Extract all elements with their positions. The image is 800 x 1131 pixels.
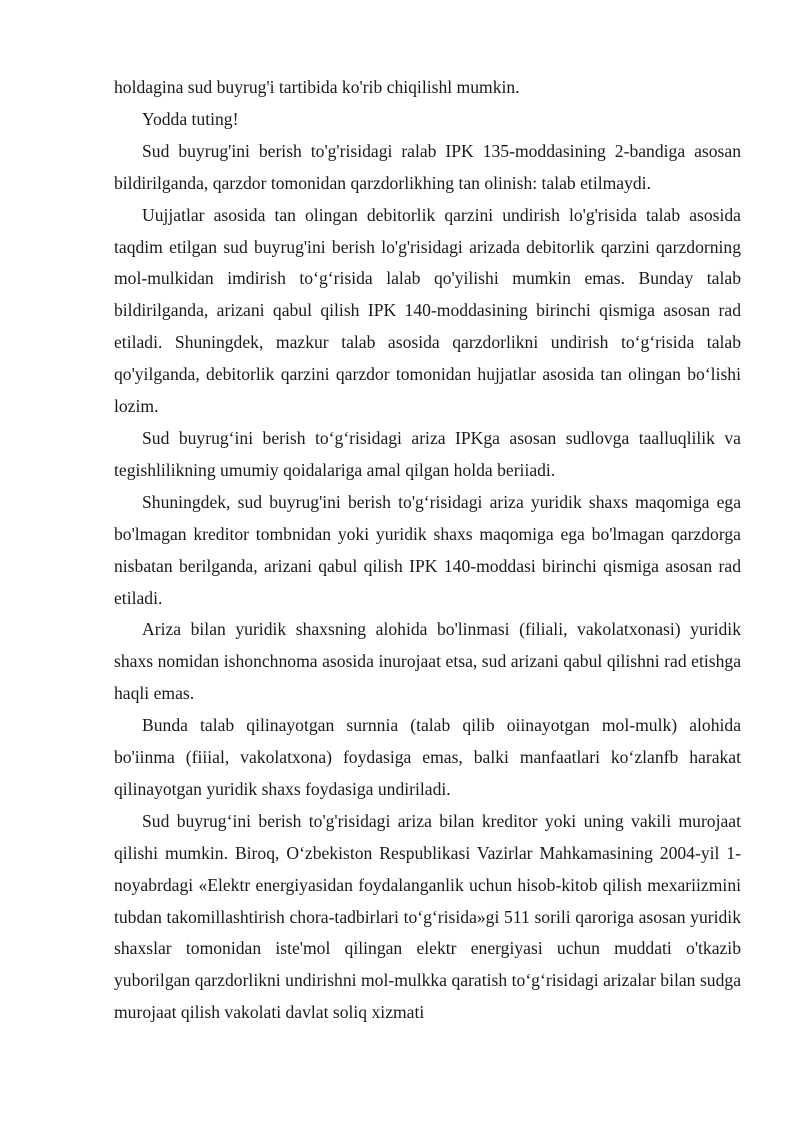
paragraph: Shuningdek, sud buyrug'ini berish to'g‘risidagi ariza yuridik shaxs maqomiga ega bo'lmagan kreditor tombnidan yoki yuridik shaxs maqomiga ega bo'lmagan qarzdorga nisbatan berilganda, arizani qabul qilish IPK 140-moddasi birinchi qismiga asosan rad etiladi. <box>114 491 741 608</box>
paragraph: Sud buyrug‘ini berish to‘g‘risidagi ariza IPKga asosan sudlovga taalluqlilik va tegishlilikning umumiy qoidalariga amal qilgan holda beriiadi. <box>114 427 741 480</box>
document-page <box>114 72 741 1029</box>
paragraph: Bunda talab qilinayotgan surnnia (talab qilib oiinayotgan mol-mulk) alohida bo'iinma (fiiial, vakolatxona) foydasiga emas, balki manfaatlari ko‘zlanfb harakat qilinayotgan yuridik shaxs foydasiga undiriladi. <box>114 715 741 799</box>
paragraph-continuation: holdagina sud buyrug'i tartibida ko'rib chiqilishl mumkin. <box>114 77 520 97</box>
paragraph: Ariza bilan yuridik shaxsning alohida bo'linmasi (filiali, vakolatxonasi) yuridik shaxs nomidan ishonchnoma asosida inurojaat etsa, sud arizani qabul qilishni rad etishga haqli emas. <box>114 619 741 704</box>
paragraph-note: Yodda tuting! <box>142 108 239 129</box>
paragraph: Uujjatlar asosida tan olingan debitorlik qarzini undirish lo'g'risida talab asosida taqdim etilgan sud buyrug'ini berish lo'g'risidagi arizada debitorlik qarzini qarzdorning mol-mulkidan imdirish to‘g‘risida lalab qo'yilishi mumkin emas. Bunday talab bildirilganda, arizani qabul qilish IPK 140-moddasining birinchi qismiga asosan rad etiladi. Shuningdek, mazkur talab asosida qarzdorlikni undirish to‘g‘risida talab qo'yilganda, debitorlik qarzini qarzdor tomonidan hujjatlar asosida tan olingan bo‘lishi lozim. <box>114 204 741 417</box>
paragraph: Sud buyrug'ini berish to'g'risidagi ralab IPK 135-moddasining 2-bandiga asosan bildirilganda, qarzdor tomonidan qarzdorlikhing tan olinish: talab etilmaydi. <box>114 140 741 193</box>
paragraph: Sud buyrug‘ini berish to'g'risidagi ariza bilan kreditor yoki uning vakili murojaat qilishi mumkin. Biroq, O‘zbekiston Respublikasi Vazirlar Mahkamasining 2004-yil 1-noyabrdagi «Elektr energiyasidan foydalanganlik uchun hisob-kitob qilish mexariizmini tubdan takomillashtirish chora-tadbirlari to‘g‘risida»gi 511 sorili qaroriga asosan yuridik shaxslar tomonidan iste'mol qilingan elektr energiyasi uchun muddati o'tkazib yuborilgan qarzdorlikni undirishni mol-mulkka qaratish to‘g‘risidagi arizalar bilan sudga murojaat qilish vakolati davlat soliq xizmati <box>114 810 741 1023</box>
